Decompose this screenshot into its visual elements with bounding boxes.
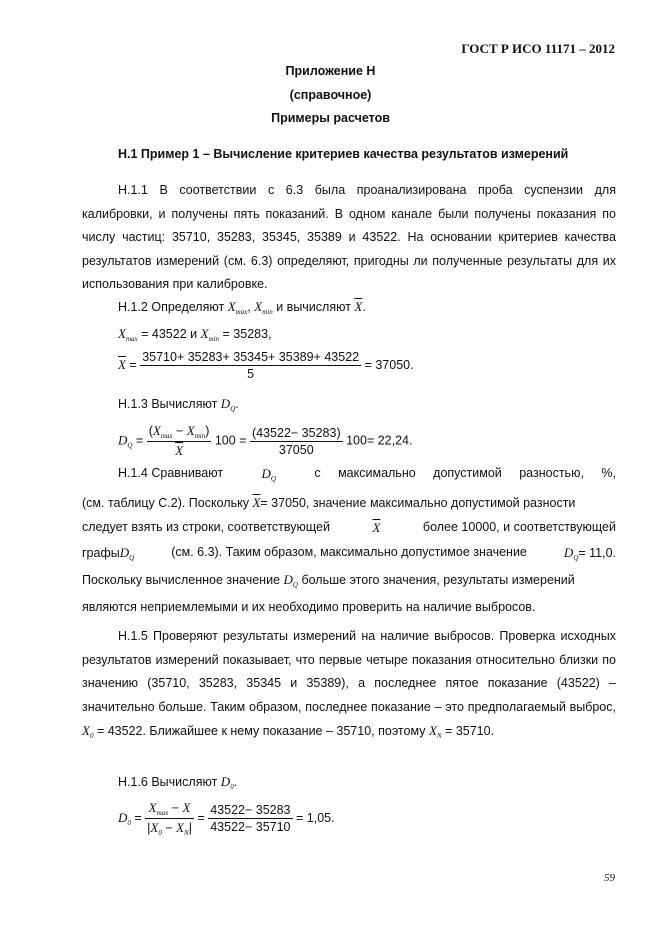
d0-symbolic-fraction: $\frac{X_{max} - X}{|X_0 - X_N|}$ [147,800,192,837]
line-h14-6: являются неприемлемыми и их необходимо проверить на наличие выбросов. [82,600,536,614]
equation-mean: $\overline{X}$ = $\frac{35710+ 35283+ 35345+ 35389+ 43522}{5}$ = 37050. [118,350,414,381]
line-h14-4: графыD$_Q$ (см. 6.3). Таким образом, максимально допустимое значение $D_Q= 11,0$. [82,545,616,562]
equation-d0: $D_0$ = $\frac{X_{max} - X}{|X_0 - X_N|}$ = $\frac{43522- 35283}{43522- 35710}$ = 1,05. [118,800,335,837]
line-h14-5: Поскольку вычисленное значение $D_Q$ больше этого значения, результаты измерений [82,572,575,589]
equation-dq: $D_Q$ = $\frac{(X_{max} - X_{min})}{X}$ 100 = $\frac{(43522- 35283)}{37050}$ 100= 22,24. [118,423,413,458]
appendix-subtitle: Примеры расчетов [271,111,390,125]
d0-numeric-fraction: $\frac{43522- 35283}{43522- 35710}$ [210,803,291,834]
line-h14-3: следует взять из строки, соответствующей $\overline{X}$ более 10000, и соответствующей [82,520,616,535]
section-heading: Н.1 Пример 1 – Вычисление критериев качества результатов измерений [118,147,569,161]
dq-symbolic-fraction: $\frac{(X_{max} - X_{min})}{X}$ [148,423,210,458]
paragraph-h15: Н.1.5 Проверяют результаты измерений на наличие выбросов. Проверка исходных результатов измерений показывает, что первые четыре показания относительно близки по значению (35710, 35283, 35345 и 35389), а последнее пятое показание (43522) – значительно больше. Таким образом, последнее показание – это предполагаемый выброс, $X_0 = 43522$. Ближайшее к нему показание – 35710, поэтому $X_N = 35710$. [82,629,616,741]
dq-numeric-fraction: $\frac{(43522- 35283)}{37050}$ [251,425,341,457]
page-number: 59 [604,872,615,884]
document-code: ГОСТ Р ИСО 11171 – 2012 [461,41,615,56]
line-h12: Н.1.2 Определяют $X_{max}$, $X_{min}$ и вычисляют $\overline{X}$. [118,299,366,316]
paragraph-h11: Н.1.1 В соответствии с 6.3 была проанализирована проба суспензии для калибровки, и получены пять показаний. В одном канале были получены показания по числу частиц: 35710, 35283, 35345, 35389 и 43522. На основании критериев качества результатов измерений (см. 6.3) определяют, пригодны ли полученные результаты для их использования при калибровке. [82,183,616,292]
line-h13: Н.1.3 Вычисляют $D_Q$. [118,396,239,413]
mean-fraction: $\frac{35710+ 35283+ 35345+ 35389+ 43522}{5}$ [142,350,360,381]
line-h16: Н.1.6 Вычисляют $D_0$. [118,774,238,791]
line-h14-1: Н.1.4 Сравнивают $D_Q$ с максимально допустимой разностью, %, [118,466,616,483]
line-h14-2: (см. таблицу С.2). Поскольку $\overline{X}= 37050$, значение максимально допустимой разности [82,495,576,510]
appendix-type: (справочное) [289,88,372,102]
line-xmax-xmin: $X_{max} = 43522$ и $X_{min} = 35283$, [118,326,272,343]
appendix-title: Приложение Н [285,64,376,78]
